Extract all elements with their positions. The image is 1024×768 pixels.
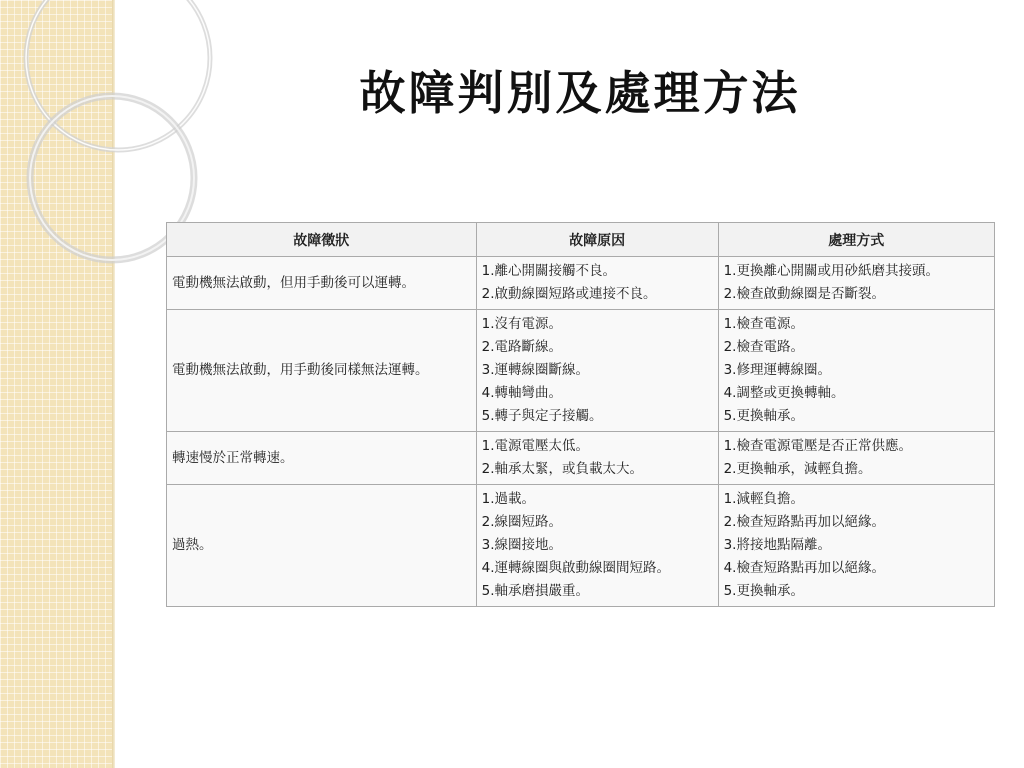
action-item: 5.更換軸承。 <box>723 408 804 424</box>
slide-title: 故障判別及處理方法 <box>359 66 801 120</box>
cause-cell <box>476 485 718 607</box>
action-item: 3.將接地點隔離。 <box>723 537 831 553</box>
fault-diagnosis-table <box>166 222 995 607</box>
cause-item: 3.運轉線圈斷線。 <box>481 362 589 378</box>
cause-item: 2.電路斷線。 <box>481 339 562 355</box>
action-item: 2.檢查啟動線圈是否斷裂。 <box>723 286 885 302</box>
cause-item: 4.轉軸彎曲。 <box>481 385 562 401</box>
header-symptom: 故障徵狀 <box>167 223 477 257</box>
cause-item: 1.沒有電源。 <box>481 316 562 332</box>
cause-item: 1.過載。 <box>481 491 535 507</box>
action-item: 2.檢查短路點再加以絕緣。 <box>723 514 885 530</box>
action-item: 5.更換軸承。 <box>723 583 804 599</box>
cause-item: 1.電源電壓太低。 <box>481 438 589 454</box>
table-row <box>167 257 995 310</box>
table-header-row <box>167 223 995 257</box>
cause-item: 5.軸承磨損嚴重。 <box>481 583 589 599</box>
action-item: 1.檢查電源。 <box>723 316 804 332</box>
cause-item: 2.線圈短路。 <box>481 514 562 530</box>
action-item: 1.檢查電源電壓是否正常供應。 <box>723 438 912 454</box>
action-item: 1.更換離心開關或用砂紙磨其接頭。 <box>723 263 939 279</box>
cause-item: 1.離心開關接觸不良。 <box>481 263 616 279</box>
symptom-cell: 電動機無法啟動，用手動後同樣無法運轉。 <box>167 310 477 432</box>
table-row <box>167 310 995 432</box>
cause-cell <box>476 432 718 485</box>
action-item: 4.調整或更換轉軸。 <box>723 385 845 401</box>
action-item: 3.修理運轉線圈。 <box>723 362 831 378</box>
cause-cell <box>476 257 718 310</box>
action-cell <box>718 485 994 607</box>
action-cell <box>718 257 994 310</box>
action-item: 2.更換軸承，減輕負擔。 <box>723 461 872 477</box>
cause-cell <box>476 310 718 432</box>
header-cause: 故障原因 <box>476 223 718 257</box>
cause-item: 2.啟動線圈短路或連接不良。 <box>481 286 657 302</box>
cause-item: 5.轉子與定子接觸。 <box>481 408 603 424</box>
action-cell <box>718 432 994 485</box>
action-item: 4.檢查短路點再加以絕緣。 <box>723 560 885 576</box>
symptom-cell: 轉速慢於正常轉速。 <box>167 432 477 485</box>
cause-item: 4.運轉線圈與啟動線圈間短路。 <box>481 560 670 576</box>
action-item: 1.減輕負擔。 <box>723 491 804 507</box>
table-row <box>167 432 995 485</box>
symptom-cell: 過熱。 <box>167 485 477 607</box>
cause-item: 3.線圈接地。 <box>481 537 562 553</box>
cause-item: 2.軸承太緊，或負載太大。 <box>481 461 643 477</box>
header-action: 處理方式 <box>718 223 994 257</box>
symptom-cell: 電動機無法啟動，但用手動後可以運轉。 <box>167 257 477 310</box>
action-cell <box>718 310 994 432</box>
action-item: 2.檢查電路。 <box>723 339 804 355</box>
table-row <box>167 485 995 607</box>
